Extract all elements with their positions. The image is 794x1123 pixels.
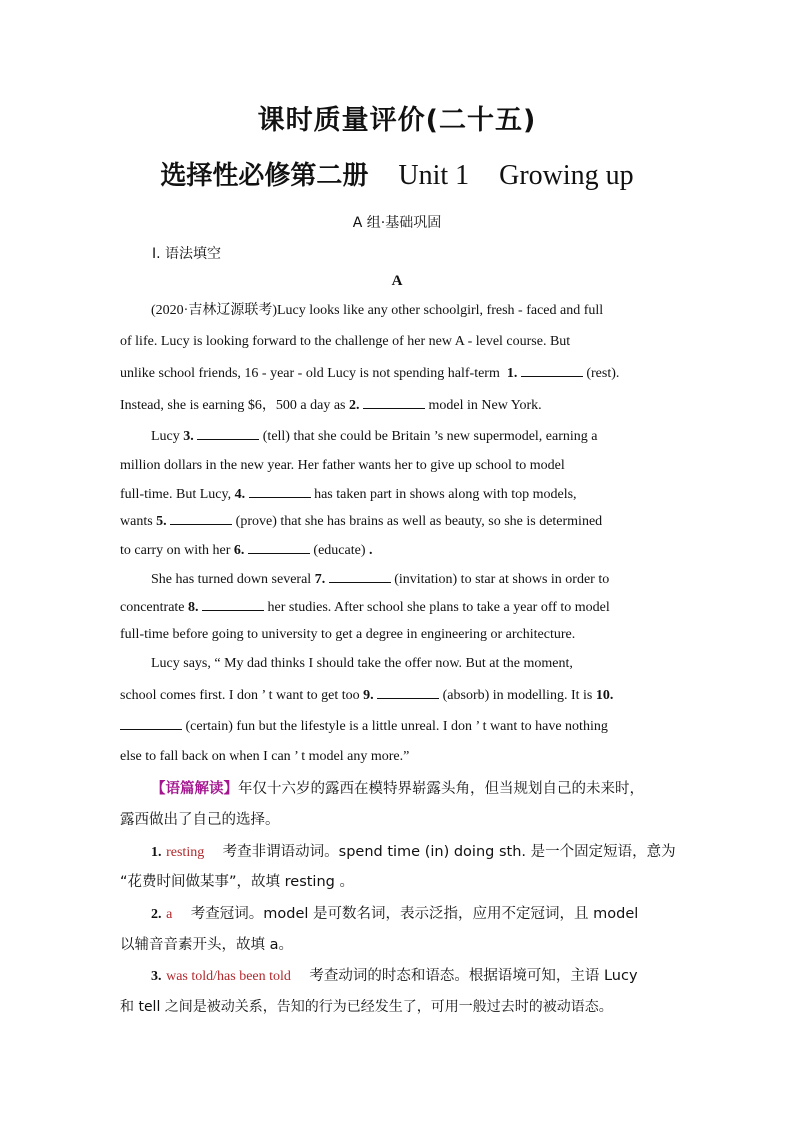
group-heading: A 组·基础巩固 xyxy=(352,215,442,231)
answer-explanation-cont: 以辅音音素开头，故填 a。 xyxy=(120,937,293,953)
answer-blank[interactable] xyxy=(170,512,232,525)
passage-line: She has turned down several 7. (invitation) to star at shows in order to xyxy=(151,572,610,587)
blank-number: 9. xyxy=(363,688,374,703)
analysis-summary-cont: 露西做出了自己的选择。 xyxy=(120,812,280,828)
passage-line: (2020·吉林辽源联考)Lucy looks like any other schoolgirl, fresh - faced and full xyxy=(151,303,604,318)
blank-number: 3. xyxy=(183,429,194,444)
passage-line: unlike school friends, 16 - year - old Lucy is not spending half-term 1. (rest). xyxy=(120,366,620,381)
page-title: 课时质量评价(二十五) xyxy=(257,105,537,136)
subtitle-topic: Growing up xyxy=(499,160,634,191)
blank-number: 4. xyxy=(234,487,246,502)
answer-explanation: 3. was told/has been told 考查动词的时态和语态。根据语境可知，主语 Lucy xyxy=(151,968,638,984)
passage-line: full-time before going to university to get a degree in engineering or architecture. xyxy=(120,627,576,642)
passage-line: else to fall back on when I can ’ t model any more.” xyxy=(120,749,410,764)
answer-blank[interactable] xyxy=(120,717,182,730)
blank-number: 6. xyxy=(233,543,245,558)
answer-blank[interactable] xyxy=(248,541,310,554)
passage-line: full-time. But Lucy, 4. has taken part in shows along with top models, xyxy=(120,487,577,502)
answer-explanation: 1. resting 考查非谓语动词。spend time (in) doing sth. 是一个固定短语，意为 xyxy=(151,844,676,860)
blank-number: 1. xyxy=(506,366,518,381)
passage-heading: A xyxy=(391,273,403,289)
answer-blank[interactable] xyxy=(197,427,259,440)
passage-line: Lucy says, “ My dad thinks I should take the offer now. But at the moment, xyxy=(151,656,573,671)
section-heading: Ⅰ. 语法填空 xyxy=(152,246,222,262)
answer-blank[interactable] xyxy=(521,364,583,377)
passage-line: million dollars in the new year. Her father wants her to give up school to model xyxy=(120,458,565,473)
answer-blank[interactable] xyxy=(377,686,439,699)
answer-explanation: 2. a 考查冠词。model 是可数名词，表示泛指，应用不定冠词，且 model xyxy=(151,906,639,922)
blank-number: 10. xyxy=(595,688,614,703)
answer-blank[interactable] xyxy=(202,598,264,611)
answer-blank[interactable] xyxy=(363,396,425,409)
passage-line: (certain) fun but the lifestyle is a little unreal. I don ’ t want to have nothing xyxy=(120,717,674,736)
blank-number: 2. xyxy=(349,398,360,413)
blank-number: 5. xyxy=(156,514,167,529)
passage-line: of life. Lucy is looking forward to the challenge of her new A - level course. But xyxy=(120,334,571,349)
answer-blank[interactable] xyxy=(329,570,391,583)
answer-text: resting xyxy=(166,845,205,860)
answer-blank[interactable] xyxy=(249,485,311,498)
passage-line: Lucy 3. (tell) that she could be Britain ’s new supermodel, earning a xyxy=(151,429,598,444)
passage-line: school comes first. I don ’ t want to get too 9. (absorb) in modelling. It is 10. xyxy=(120,688,614,703)
page-subtitle xyxy=(0,155,794,192)
passage-line: concentrate 8. her studies. After school she plans to take a year off to model xyxy=(120,600,610,615)
blank-number: 7. xyxy=(314,572,326,587)
passage-line: Instead, she is earning $6，500 a day as 2. model in New York. xyxy=(120,398,542,413)
answer-text: was told/has been told xyxy=(166,969,291,984)
passage-line: to carry on with her 6. (educate) . xyxy=(120,543,373,558)
answer-explanation-cont: “花费时间做某事”，故填 resting 。 xyxy=(120,874,354,890)
blank-number: 8. xyxy=(188,600,199,615)
subtitle-book: 选择性必修第二册 xyxy=(160,161,369,191)
answer-text: a xyxy=(166,907,173,922)
answer-explanation-cont: 和 tell 之间是被动关系，告知的行为已经发生了，可用一般过去时的被动语态。 xyxy=(120,999,613,1015)
passage-line: wants 5. (prove) that she has brains as well as beauty, so she is determined xyxy=(120,514,603,529)
analysis-tag: 【语篇解读】 xyxy=(151,781,238,797)
analysis-summary: 【语篇解读】年仅十六岁的露西在模特界崭露头角，但当规划自己的未来时， xyxy=(151,781,644,797)
subtitle-unit: Unit 1 xyxy=(398,160,470,191)
